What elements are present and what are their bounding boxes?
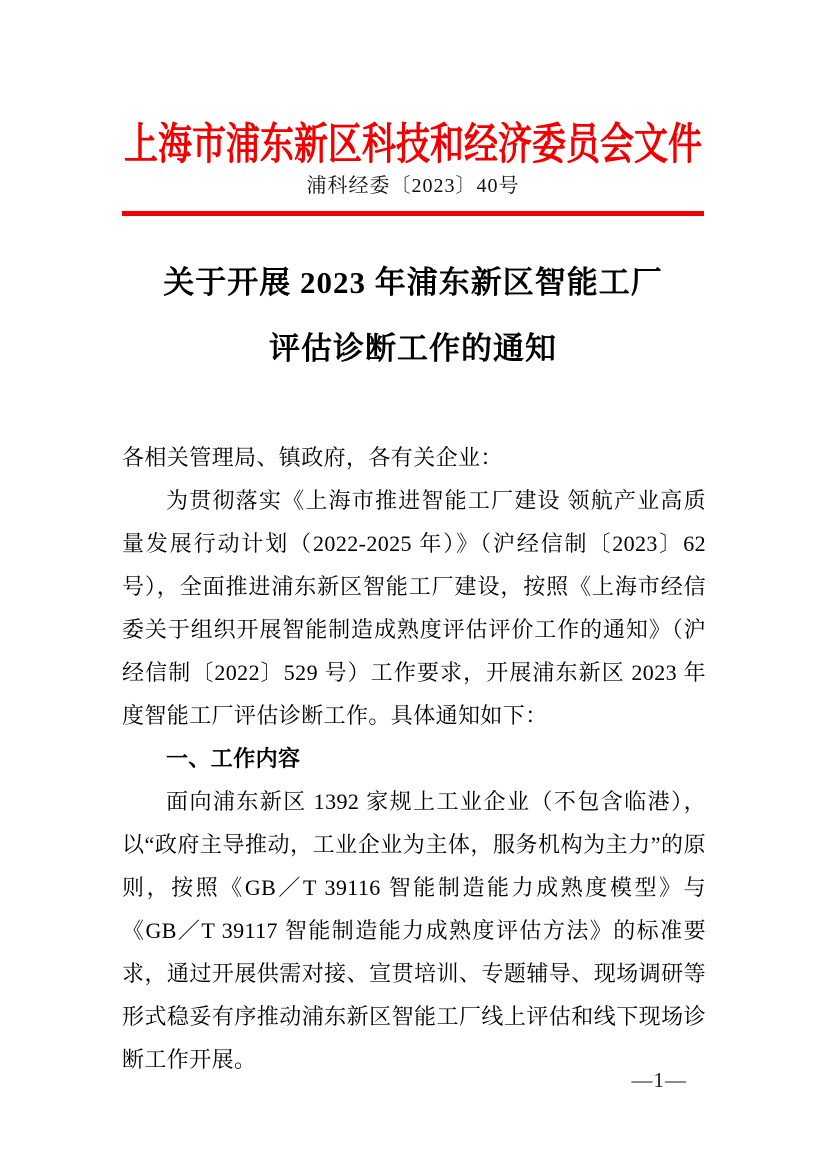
document-title-line1: 关于开展 2023 年浦东新区智能工厂: [163, 265, 663, 300]
document-title-line2: 评估诊断工作的通知: [269, 331, 557, 366]
section-1-paragraph: 面向浦东新区 1392 家规上工业企业（不包含临港），以“政府主导推动，工业企业为主体，服务机构为主力”的原则，按照《GB／T 39116 智能制造能力成熟度模型》与《GB／T 39117 智能制造能力成熟度评估方法》的标准要求，通过开展供需对接、宣贯培训、专题辅导、现场调研等形式稳妥有序推动浦东新区智能工厂线上评估和线下现场诊断工作开展。: [122, 789, 706, 1072]
document-title: [0, 250, 826, 382]
section-1-heading: 一、工作内容: [166, 746, 301, 771]
page-number: —1—: [631, 1068, 687, 1092]
intro-paragraph: 为贯彻落实《上海市推进智能工厂建设 领航产业高质量发展行动计划（2022-2025 年）》（沪经信制〔2023〕62 号），全面推进浦东新区智能工厂建设，按照《上海市经信委关于组织开展智能制造成熟度评估评价工作的通知》（沪经信制〔2022〕529 号）工作要求，开展浦东新区 2023 年度智能工厂评估诊断工作。具体通知如下：: [122, 488, 706, 728]
document-body: [122, 436, 706, 1081]
red-divider-line: [122, 211, 704, 216]
salutation-line: 各相关管理局、镇政府，各有关企业：: [122, 445, 503, 470]
document-number: 浦科经委〔2023〕40号: [306, 175, 520, 197]
red-header-org-title: 上海市浦东新区科技和经济委员会文件: [124, 121, 702, 170]
